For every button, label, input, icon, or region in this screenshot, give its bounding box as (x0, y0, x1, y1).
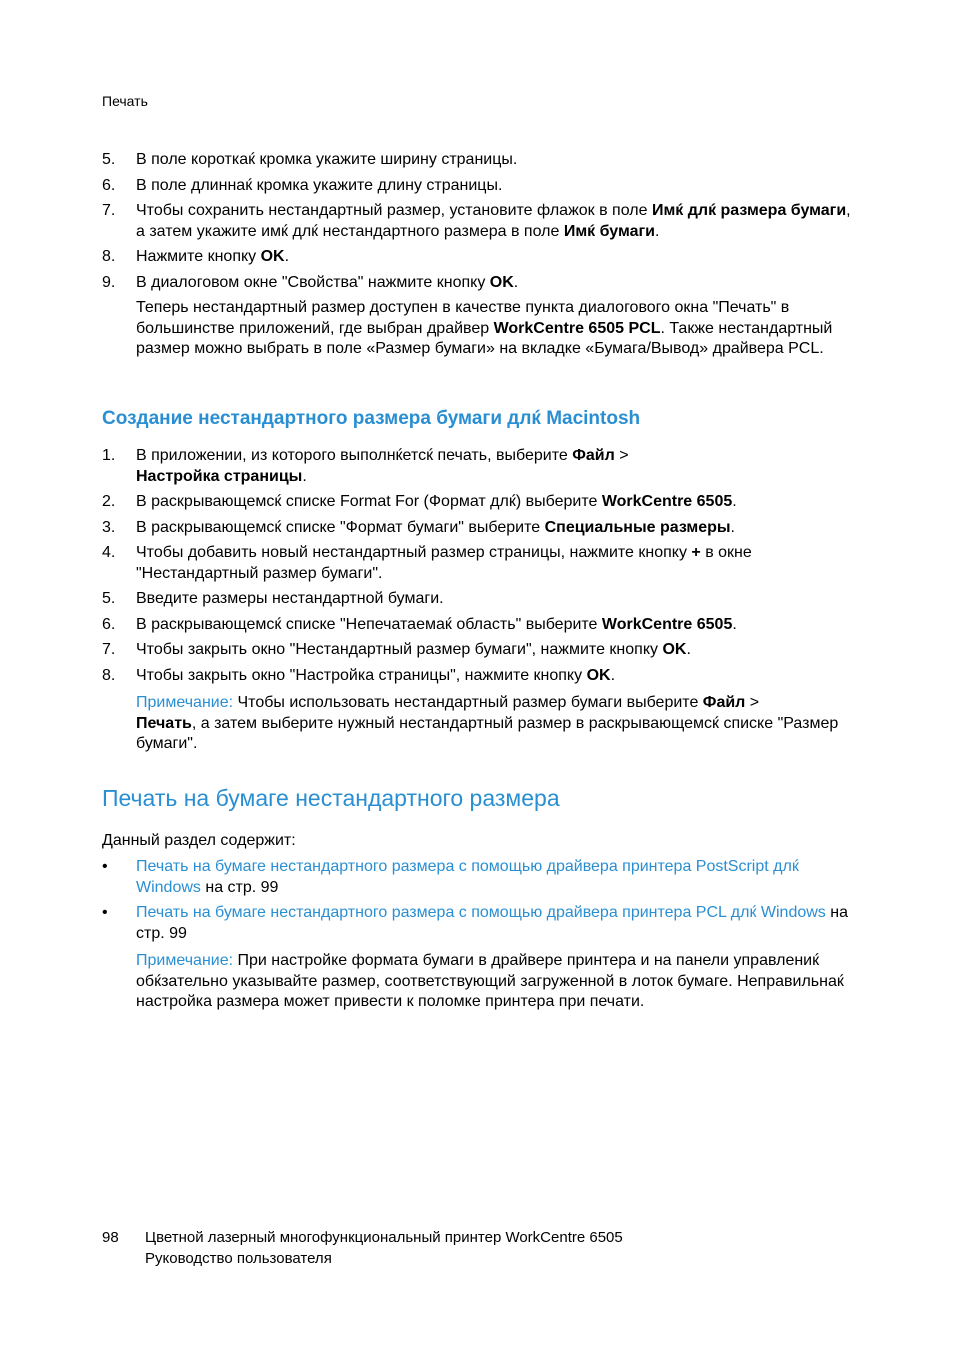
list-item: 8. Нажмите кнопку OK. (102, 248, 290, 265)
list-item: 7. Чтобы закрыть окно "Нестандартный размер бумаги", нажмите кнопку OK. (102, 641, 691, 658)
bullet: • (102, 858, 108, 875)
list-item: 4. Чтобы добавить новый нестандартный размер страницы, нажмите кнопку + в окне "Нестандартный размер бумаги". (102, 544, 752, 582)
section-heading-macintosh: Создание нестандартного размера бумаги длќ Macintosh (102, 408, 641, 429)
link-postscript-windows[interactable]: Печать на бумаге нестандартного размера с помощью драйвера принтера PostScript длќ Windows (136, 858, 799, 896)
list-item: 5. В поле короткаќ кромка укажите ширину страницы. (102, 151, 518, 168)
list-item: 1. В приложении, из которого выполнќетсќ печать, выберите Файл > Настройка страницы. (102, 447, 629, 485)
list-item: 7. Чтобы сохранить нестандартный размер, установите флажок в поле Имќ длќ размера бумаги, а затем укажите имќ длќ нестандартного размера в поле Имќ бумаги. (102, 202, 851, 240)
list-item: 9. В диалоговом окне "Свойства" нажмите кнопку OK. (102, 273, 519, 291)
running-header: Печать (102, 93, 148, 109)
section-heading-custom-size: Печать на бумаге нестандартного размера (102, 785, 560, 811)
footer-guide: Руководство пользователя (145, 1249, 332, 1267)
list-item: • Печать на бумаге нестандартного размера с помощью драйвера принтера PCL длќ Windows на стр. 99 (102, 903, 862, 944)
list-item: 8. Чтобы закрыть окно "Настройка страницы", нажмите кнопку OK. (102, 666, 616, 684)
list-item: 5. Введите размеры нестандартной бумаги. (102, 590, 444, 607)
note-label: Примечание: (136, 694, 234, 711)
list-item: 2. В раскрывающемсќ списке Format For (Формат длќ) выберите WorkCentre 6505. (102, 493, 737, 510)
related-topics-list (102, 857, 862, 1013)
result-paragraph: Теперь нестандартный размер доступен в качестве пункта диалогового окна "Печать" в большинстве приложений, где выбран драйвер WorkCentre 6505 PCL. Также нестандартный размер можно выбрать в поле «Размер бумаги» на вкладке «Бумага/Вывод» драйвера PCL. (136, 299, 833, 357)
list-item: • Печать на бумаге нестандартного размера с помощью драйвера принтера PostScript длќ Windows на стр. 99 (102, 857, 862, 898)
note-paper-size: Примечание: При настройке формата бумаги в драйвере принтера и на панели управлениќ обќзательно указывайте размер, соответствующий загруженной в лоток бумаге. Неправильнаќ настройка размера может привести к поломке принтера при печати. (136, 952, 844, 1010)
page-number: 98 (102, 1229, 119, 1246)
note-label: Примечание: (136, 952, 234, 969)
bullet: • (102, 904, 108, 921)
section-intro: Данный раздел содержит: (102, 832, 296, 849)
list-item: 6. В поле длиннаќ кромка укажите длину страницы. (102, 176, 503, 194)
list-item: 3. В раскрывающемсќ списке "Формат бумаги" выберите Специальные размеры. (102, 518, 735, 536)
note-macintosh: Примечание: Чтобы использовать нестандартный размер бумаги выберите Файл > Печать, а затем выберите нужный нестандартный размер в раскрывающемсќ списке "Размер бумаги". (136, 694, 839, 752)
footer-product: Цветной лазерный многофункциональный принтер WorkCentre 6505 (145, 1229, 623, 1246)
steps-list-windows (102, 150, 862, 360)
page-footer (102, 1228, 623, 1269)
steps-list-macintosh (102, 446, 862, 755)
list-item: 6. В раскрывающемсќ списке "Непечатаемаќ область" выберите WorkCentre 6505. (102, 615, 737, 633)
link-pcl-windows[interactable]: Печать на бумаге нестандартного размера с помощью драйвера принтера PCL длќ Windows (136, 904, 826, 921)
